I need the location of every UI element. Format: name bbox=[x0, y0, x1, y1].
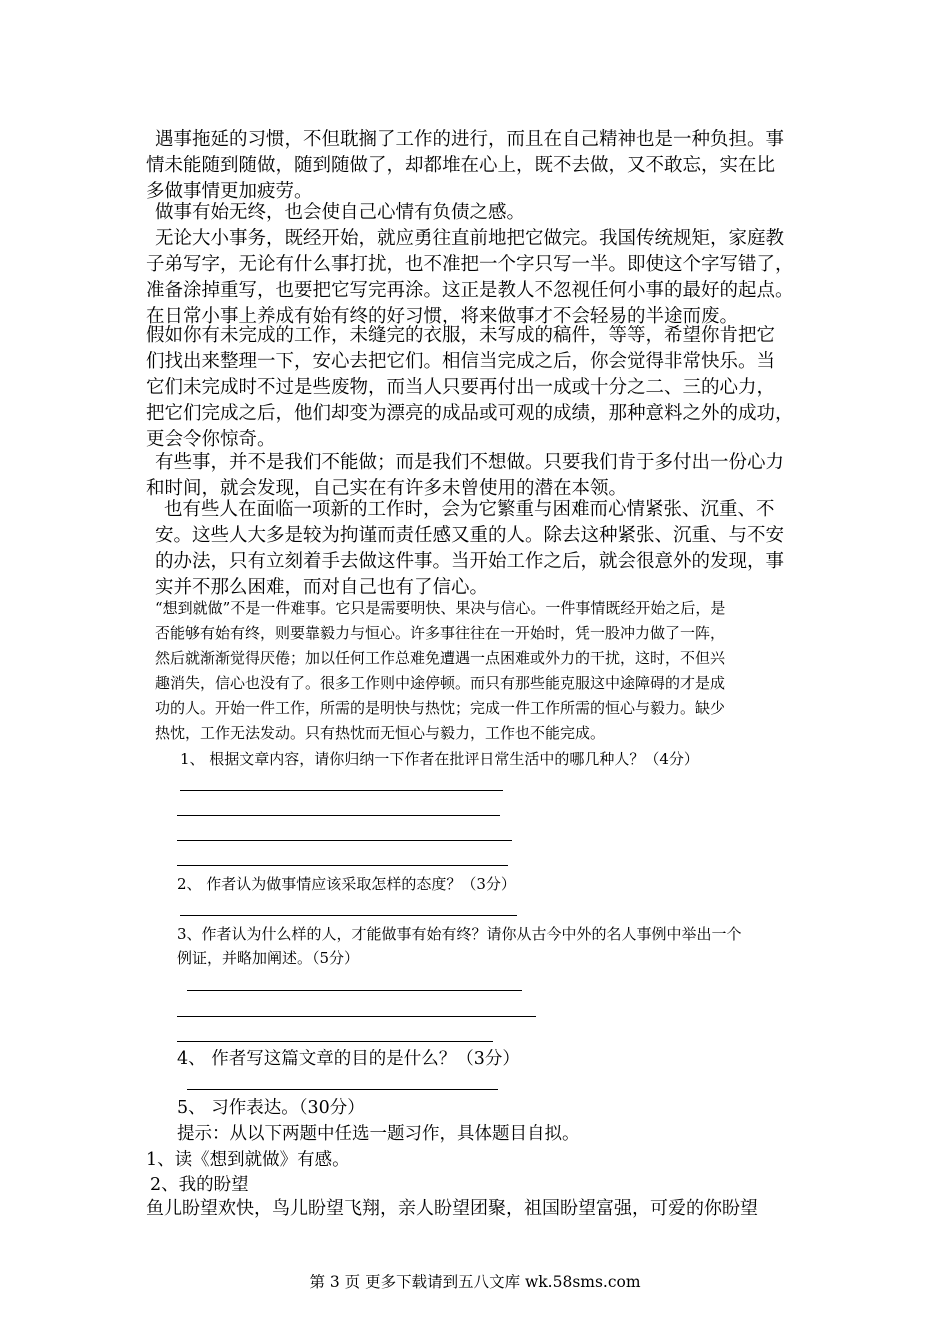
answer-line[interactable] bbox=[187, 990, 522, 991]
answer-line[interactable] bbox=[177, 1016, 536, 1017]
paragraph-1-cont: 情未能随到随做，随到随做了，却都堆在心上，既不去做，又不敢忘，实在比 多做事情更加疲劳。 bbox=[146, 155, 776, 202]
question-3: 3、作者认为什么样的人，才能做事有始有终？请你从古今中外的名人事例中举出一个 例证，并略加阐述。（5分） bbox=[177, 925, 742, 967]
paragraph-6: 也有些人在面临一项新的工作时，会为它繁重与困难而心情紧张、沉重、不 bbox=[164, 499, 775, 520]
paragraph-5: 有些事，并不是我们不能做；而是我们不想做。只要我们肯于多付出一份心力 bbox=[155, 452, 785, 473]
paragraph-2: 做事有始无终，也会使自己心情有负债之感。 bbox=[155, 202, 526, 223]
answer-line[interactable] bbox=[177, 865, 508, 866]
page-footer: 第 3 页 更多下载请到五八文库 wk.58sms.com bbox=[309, 1273, 641, 1291]
paragraph-7-cont: 否能够有始有终，则要靠毅力与恒心。许多事往往在一开始时，凭一股冲力做了一阵， 然后就渐渐觉得厌倦；加以任何工作总难免遭遇一点困难或外力的干扰，这时，不但兴 趣消失，信心也没有了。很多工作则中途停顿。而只有那些能克服这中途障碍的才是成 功的人。开始一件工作，所需的是明快与热忱；完成一件工作所需的恒心与毅力。缺少 热忱，工作无法发动。只有热忱而无恒心与毅力，工作也不能完成。 bbox=[155, 624, 726, 742]
composition-topic-1: 1、读《想到就做》有感。 bbox=[146, 1150, 350, 1170]
paragraph-6-cont: 安。这些人大多是较为拘谨而责任感又重的人。除去这种紧张、沉重、与不安 的办法，只有立刻着手去做这件事。当开始工作之后，就会很意外的发现，事 实并不那么困难，而对自己也有了信心。 bbox=[155, 525, 785, 598]
question-2: 2、 作者认为做事情应该采取怎样的态度？（3分） bbox=[177, 875, 516, 893]
question-5: 5、 习作表达。（30分） bbox=[177, 1098, 365, 1118]
answer-line[interactable] bbox=[180, 790, 503, 791]
answer-line[interactable] bbox=[187, 1089, 498, 1090]
question-1: 1、 根据文章内容，请你归纳一下作者在批评日常生活中的哪几种人？（4分） bbox=[180, 750, 699, 768]
paragraph-3-cont: 子弟写字，无论有什么事打扰，也不准把一个字只写一半。即使这个字写错了， 准备涂掉重写，也要把它写完再涂。这正是教人不忽视任何小事的最好的起点。 在日常小事上养成有始有终的好习惯，将来做事才不会轻易的半途而废。 bbox=[146, 254, 794, 327]
answer-line[interactable] bbox=[177, 1041, 493, 1042]
paragraph-3: 无论大小事务，既经开始，就应勇往直前地把它做完。我国传统规矩，家庭教 bbox=[155, 228, 785, 249]
composition-hint: 提示：从以下两题中任选一题习作，具体题目自拟。 bbox=[177, 1124, 580, 1144]
paragraph-7: “想到就做”不是一件难事。它只是需要明快、果决与信心。一件事情既经开始之后，是 bbox=[155, 599, 726, 617]
composition-intro: 鱼儿盼望欢快，鸟儿盼望飞翔，亲人盼望团聚，祖国盼望富强，可爱的你盼望 bbox=[146, 1198, 758, 1219]
question-4: 4、 作者写这篇文章的目的是什么？（3分） bbox=[177, 1049, 520, 1069]
paragraph-4: 假如你有未完成的工作，未缝完的衣服，未写成的稿件，等等，希望你肯把它 们找出来整理一下，安心去把它们。相信当完成之后，你会觉得非常快乐。当 它们未完成时不过是些废物，而当人只要再付出一成或十分之二、三的心力， 把它们完成之后，他们却变为漂亮的成品或可观的成绩，那种意料之外的成功， 更会令你惊奇。 bbox=[146, 325, 794, 450]
answer-line[interactable] bbox=[177, 840, 512, 841]
paragraph-1: 遇事拖延的习惯，不但耽搁了工作的进行，而且在自己精神也是一种负担。事 bbox=[155, 129, 785, 150]
answer-line[interactable] bbox=[177, 815, 500, 816]
composition-topic-2: 2、我的盼望 bbox=[150, 1175, 249, 1195]
paragraph-5-cont: 和时间，就会发现，自己实在有许多未曾使用的潜在本领。 bbox=[146, 478, 628, 499]
answer-line[interactable] bbox=[180, 915, 517, 916]
